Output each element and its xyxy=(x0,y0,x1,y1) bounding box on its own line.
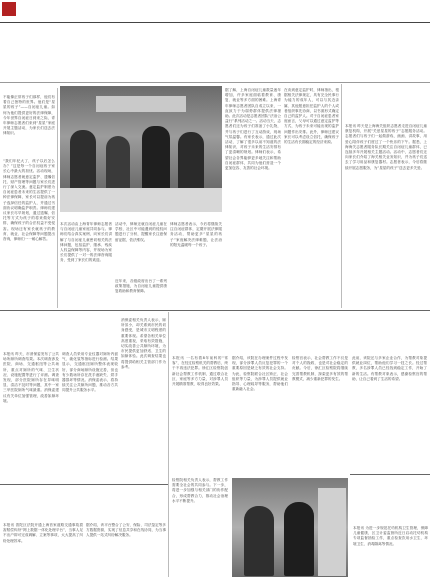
court-rule xyxy=(0,484,168,485)
col-divider-2 xyxy=(341,84,342,308)
lead-body-1: 不能像正常孩子们那样，他们有着自己独特的世界。他们是“星星的孩子”——自闭症儿童。如何为他们提供更好的法律保障，今年世界自闭症日到来之际，青年律师志愿者们来到“星星”家庭开展主题活动，为家长们送去法律知识。 xyxy=(3,95,55,136)
lead-body-5: 近年来，各级政府出台了一系列政策措施，为自闭症儿童提供康复救助和教育保障。 xyxy=(115,279,167,294)
bottom-right-body: 本报讯 为进一步规范托幼机构卫生管理，保障儿童健康，区卫计委监督所近日启动托幼机构专项监督抽检工作，重点检查饮用水卫生、环境卫生、消毒隔离等情况。 xyxy=(353,526,428,546)
photo-figure-1 xyxy=(70,130,96,190)
bottom-photo-person-1 xyxy=(244,506,274,576)
lead-body-3: 本次活动由上海青年律师志愿者与自闭症儿童家庭共同参与。律师们结合真实案例，向家长们讲解了与自闭症儿童密切相关的法律问题，包括监护、继承、残疾人权益保障等内容，并现场为家长们提供了一对一的法律咨询服务，受到了家长们的欢迎。 xyxy=(60,222,112,263)
photo-table xyxy=(60,188,222,212)
section-badge xyxy=(2,2,16,16)
lead-body-7: 据了解，上海自闭症儿童数量逐年增加，许多家庭面临着教育、康复、就业等多方面的困难。上海青年律师志愿者团队自成立以来，一直致力于为弱势群体提供法律援助。此次活动是志愿者团队“法治公益行”系列活动之一。活动当天，志愿者们还为孩子们准备了小礼物，并与孩子们进行了互动游戏，现场气氛温馨。有家长表示，通过此次活动，了解了很多以前不知道的法律知识，对孩子未来的生活安排有了更清晰的规划。律师们表示，希望社会各界能够更多地关注和帮助自闭症群体，共同为他们营造一个更加包容、友善的社会环境。 xyxy=(225,88,281,171)
col-divider-3 xyxy=(168,312,169,577)
lead-body-8: 在谈到意定监护时，律师指出，根据相关法律规定，具有完全民事行为能力的成年人，可以与其近亲属、其他愿意担任监护人的个人或者组织事先协商，以书面形式确定自己的监护人。对于自闭症患者家庭而言，父母可以通过意定监护等方式，为孩子未来可能出现的监护问题作出安排。此外，律师还建议家长可以考虑设立信托，确保孩子的生活有长期稳定的经济来源。 xyxy=(284,88,339,145)
remote-body-3: 检察官表示，社会帮教工作不仅是对个人的挽救，也是对社会稳定的贡献。今后，徐汇区检察院将继续完善帮教机制，探索更多有效的帮教模式，减少重新犯罪的发生。 xyxy=(292,356,348,381)
court-body-1: 本报讯 普陀区法院开通上海首家道路交通事故损害赔偿纠纷“网上数据一体化处理平台”，当事人足不出户即可完成调解、立案等事项，大大提高了纠纷处理效率。 xyxy=(3,523,83,543)
lead-body-6: 律师志愿者表示，今后将继续关注自闭症群体，定期开展法律服务活动，帮助更多“星星的孩子”家庭解决法律难题，让法治的阳光温暖每一个孩子。 xyxy=(170,222,222,247)
lead-body-4: 活动中，律师还就自闭症儿童在学校、社区中可能遇到的侵权问题进行了分析，提醒家长注意保留证据，依法维权。 xyxy=(115,222,167,242)
mid-rule xyxy=(0,310,430,311)
header-rule xyxy=(0,22,430,23)
bottom-photo-person-2 xyxy=(284,502,314,576)
col-divider-1 xyxy=(57,88,58,308)
bottom-mid-body: 检察院相关负责人表示，帮教工作需要全社会的共同参与。下一步，将进一步加强与相关部门的协作配合，形成帮教合力，推动社会治理水平不断提升。 xyxy=(172,478,228,503)
lead-body-2: “我们年纪大了，孩子以后怎么办？”这是每一个自闭症孩子家长心中最大的担忧。活动现场，律师志愿者就意定监护、遗嘱信托、财产管理等问题与家长们进行了深入交流。意定监护制度为自闭症患者未来的生活提供了一种法律保障，家长可以提前为孩子选择信任的监护人，并通过书面协议明确监护职责。律师们建议家长尽早规划，通过遗嘱、信托等方式为孩子的将来做好安排，确保孩子的合法权益不受侵害。现场还有家长就孩子的教育、就业、社会保障等问题提出咨询，律师们一一耐心解答。 xyxy=(3,159,55,242)
lead-photo xyxy=(60,86,222,212)
bottom-photo xyxy=(232,478,348,577)
remote-body-2: 据介绍，该院在办理案件过程中发现，部分涉罪人员反复犯罪的一个重要原因是缺乏有效的社会支持。为此，检察院联合社区矫正、社会组织等力量，为涉罪人员提供就业指导、心理疏导等服务，帮助他们重新融入社会。 xyxy=(232,356,288,392)
photo-banner xyxy=(96,96,186,112)
photo-figure-4 xyxy=(178,132,204,192)
toilet-body-1: 本报讯 昨天，市消保委发布了公共场所厕所调查结果。本次调查涉及医院、商场、交通枢纽等公共场所，重点对厕所的气味、卫生状况、设施配置等进行了评测。调查发现，部分医院厕所存在异味明显、清洁不及时等问题，其中一家三甲医院厕所气味最重。消保委建议有关单位加强管理，改善如厕环境。 xyxy=(3,352,59,403)
photo-figure-2 xyxy=(106,136,130,192)
bottom-photo-shelf xyxy=(318,488,346,576)
remote-body-4: 此前，该院还与多家企业合作，为帮教对象提供就业岗位，帮助他们学习一技之长。经过帮教，多名涉罪人员已经找到稳定工作，开始了新的生活。有帮教对象表示，感谢检察官的帮助，让自己看到了生活的希望。 xyxy=(352,356,427,381)
bottom-right-rule xyxy=(350,474,430,475)
side-body: 本报讯 昨天是上海海关组织志愿者走进自闭症儿童康复机构，开展“关爱星星的孩子”志愿服务活动。志愿者们与孩子们一起做游戏、画画、讲故事，用爱心陪伴孩子们度过了一个快乐的下午。据悉，上海海关志愿者服务队长期关注自闭症儿童群体，已连续多年开展相关主题活动。活动中，志愿者们还向家长们介绍了海关相关业务知识，并为孩子们送去了学习用品和康复器材。志愿者表示，今后将继续开展志愿服务，为“星星的孩子”送去更多关爱。 xyxy=(345,124,427,170)
remote-body-1: 本报讯 一名有着8年前科的“常客”，在经过检察机关的帮教后，终于不再违法犯罪。徐汇区检察院创新社会帮教工作机制，通过联合社区、家庭等多方力量，对涉罪人员开展精准帮教，取得良好效果。 xyxy=(172,356,228,387)
toilet-body-2: 调查人员采用专业仪器对厕所内氨气、硫化氢等指标进行检测。结果显示，交通枢纽厕所整体表现较好，部分商场厕所设施完善，但也有少数场所存在洗手液缺失、烘手器损坏等情况。消保委表示，将持续关注公共厕所问题，推动各方共同提升公共服务水平。 xyxy=(62,352,118,393)
photo-figure-3 xyxy=(142,126,170,190)
court-body-2: 据介绍，该平台整合了公安、保险、司法鉴定等多方数据资源，实现了信息共享和在线协同，为当事人提供一站式纠纷解决服务。 xyxy=(86,523,166,538)
toilet-body-3: 消保委相关负责人表示，厕所虽小，却关系到市民的切身感受，是城市文明程度的重要体现。希望各相关单位高度重视，采取有效措施，切实改善公共厕所环境，为市民提供更加舒适、卫生的如厕体验。此次调查结果也将提供给相关主管部门作为参考。 xyxy=(121,318,166,369)
lead-rule xyxy=(0,82,430,83)
